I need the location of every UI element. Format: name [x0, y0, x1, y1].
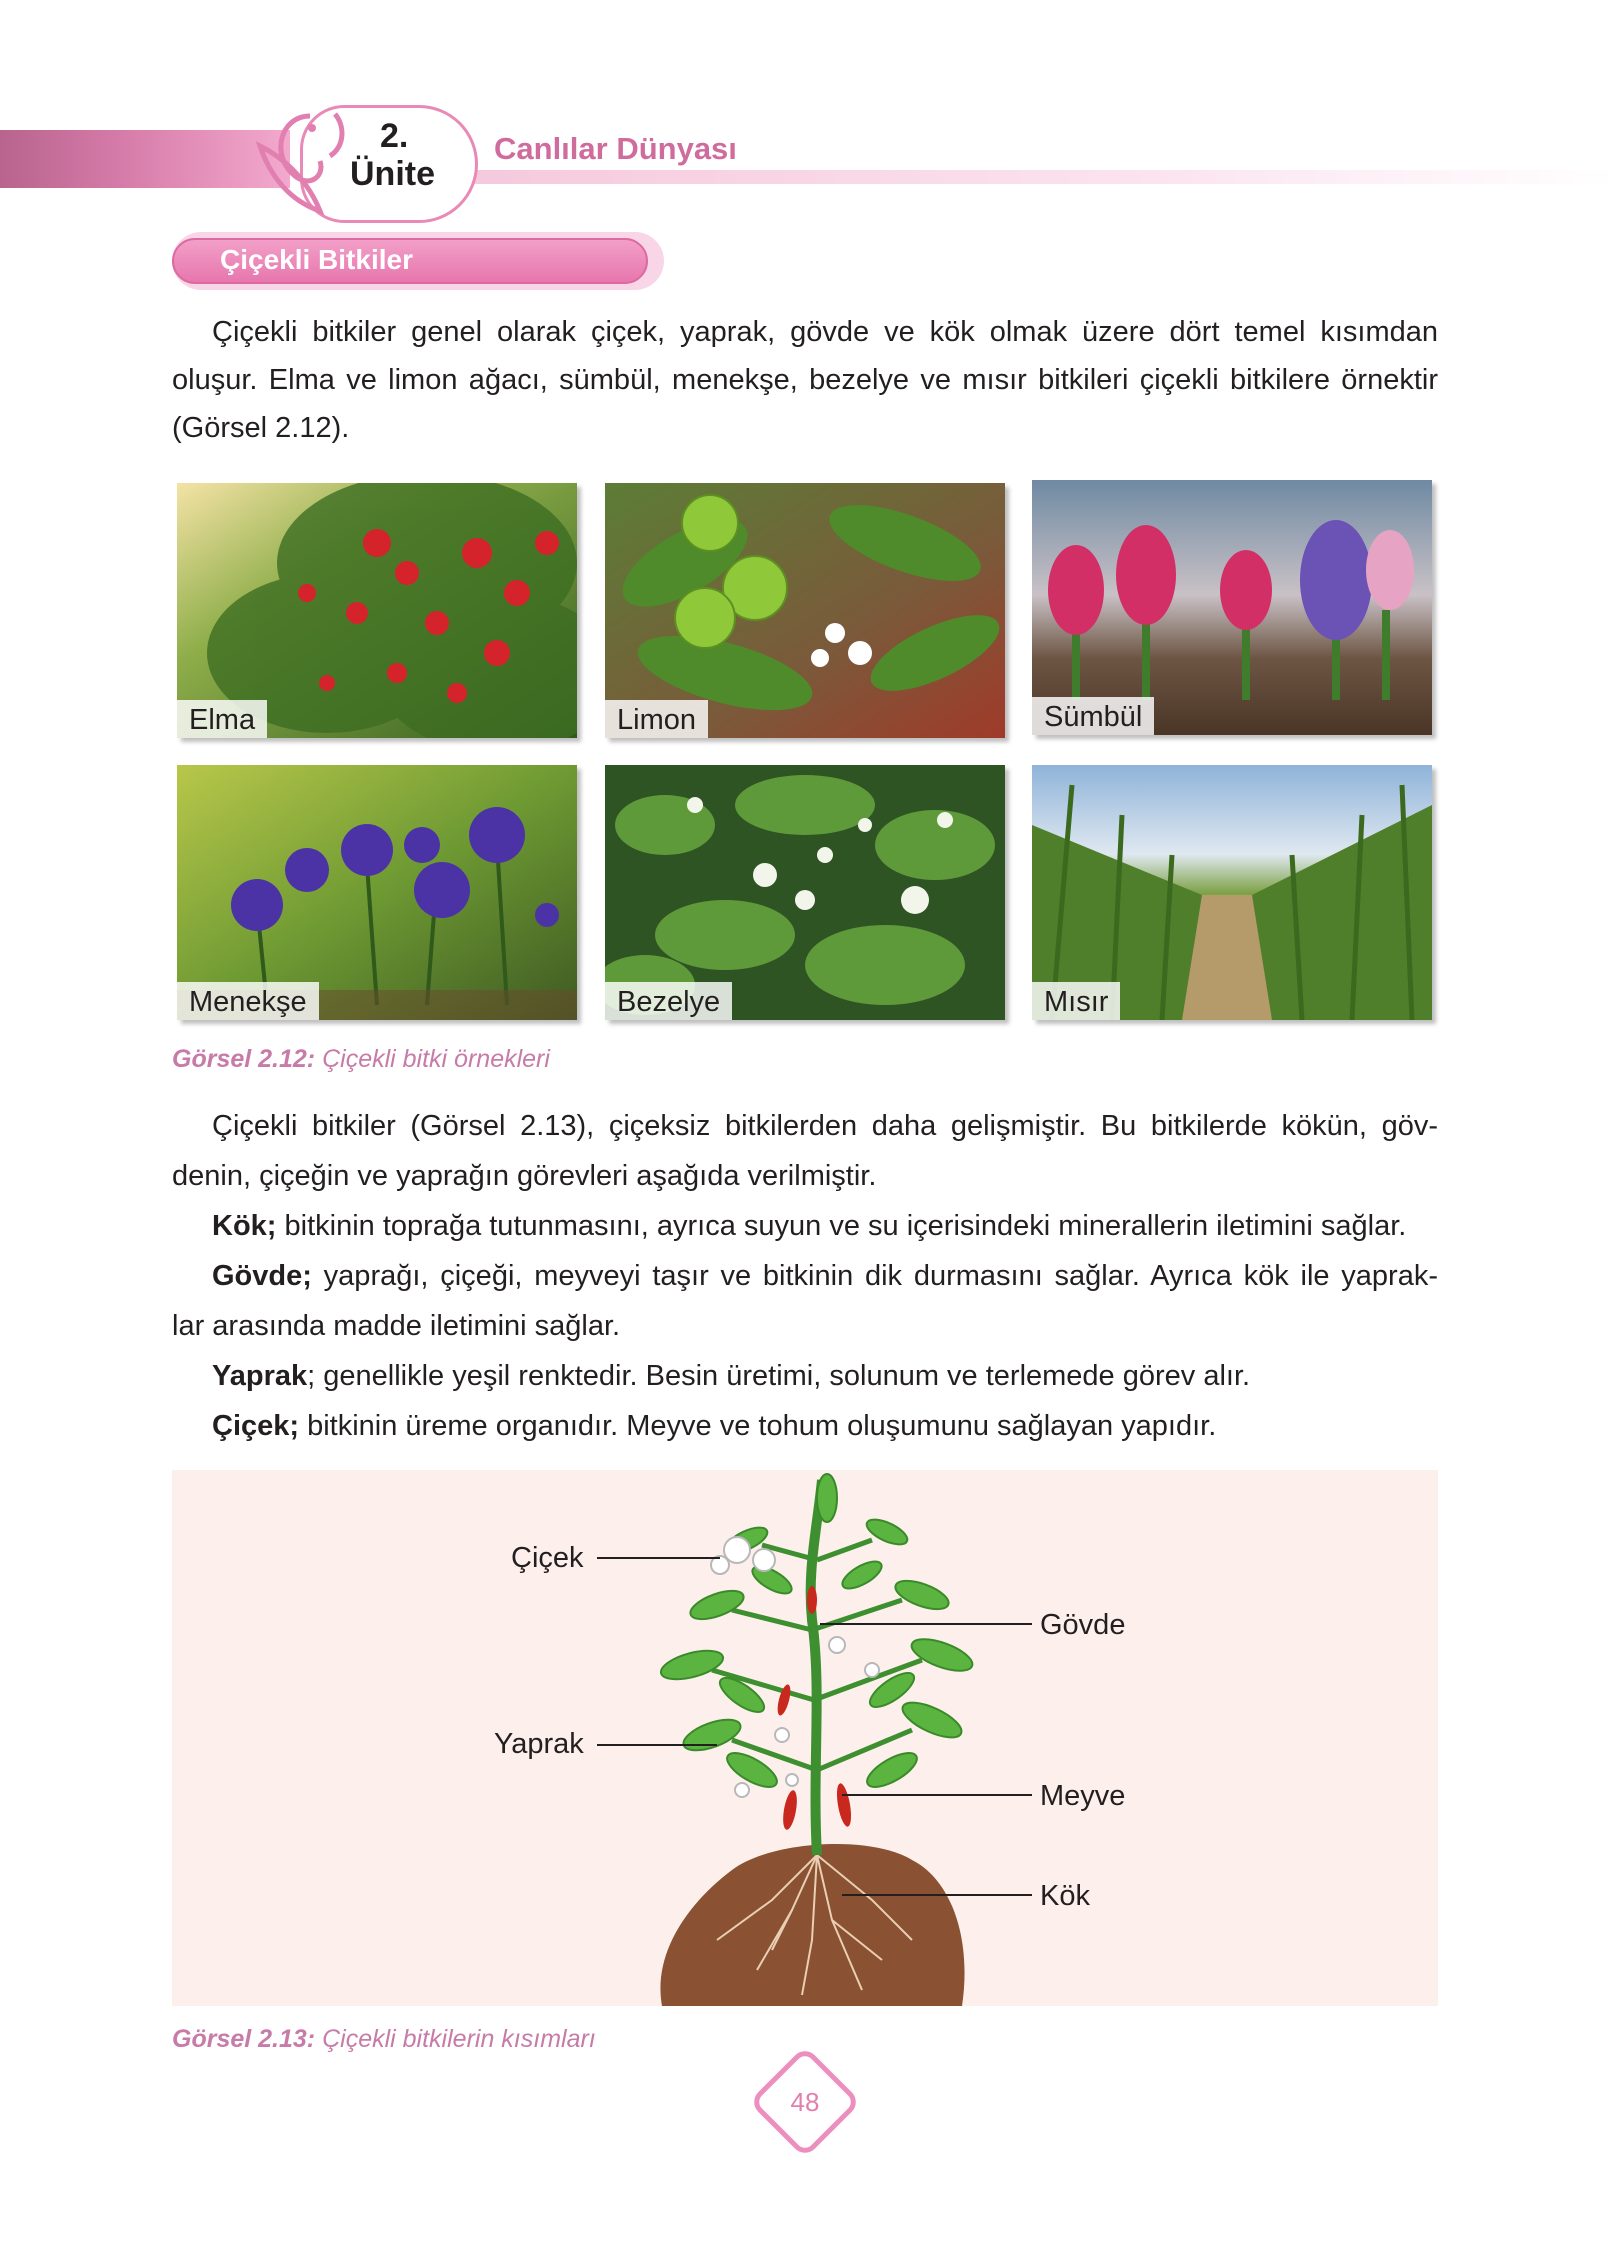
leaf-swirl-icon — [250, 106, 360, 218]
photo-label: Elma — [177, 700, 267, 738]
body-kok — [172, 1202, 1438, 1250]
intro-line-3: (Görsel 2.12). — [172, 412, 350, 444]
caption-number: Görsel 2.13: — [172, 2025, 316, 2053]
section-title: Çiçekli Bitkiler — [220, 244, 413, 275]
photo-label: Mısır — [1032, 982, 1120, 1020]
header-bar-right — [470, 170, 1615, 184]
stem — [811, 1480, 822, 1855]
term-cicek: Çiçek; — [212, 1410, 300, 1442]
intro-line-1: Çiçekli bitkiler genel olarak çiçek, yaprak, gövde ve kök olmak üzere dört temel kısımdan — [212, 316, 1438, 348]
caption-text: Çiçekli bitkilerin kısımları — [315, 2025, 596, 2053]
unit-title: Canlılar Dünyası — [494, 131, 737, 166]
diagram-label-yaprak: Yaprak — [494, 1728, 584, 1760]
photo-label: Sümbül — [1032, 697, 1154, 735]
text-yaprak: ; genellikle yeşil renktedir. Besin üretimi, solunum ve terlemede görev alır. — [307, 1360, 1251, 1392]
body-yaprak — [172, 1352, 1438, 1400]
diagram-label-meyve: Meyve — [1040, 1780, 1126, 1812]
text-kok: bitkinin toprağa tutunmasını, ayrıca suyun ve su içerisindeki minerallerin iletimini sağlar. — [276, 1210, 1407, 1242]
body-p1-line-2: denin, çiçeğin ve yaprağın görevleri aşağıda verilmiştir. — [172, 1160, 877, 1192]
intro-line-2: oluşur. Elma ve limon ağacı, sümbül, menekşe, bezelye ve mısır bitkileri çiçekli bitkilere örnektir — [172, 364, 1438, 396]
photo-menekse — [177, 765, 577, 1020]
term-govde: Gövde; — [212, 1260, 312, 1292]
unit-word: Ünite — [350, 155, 435, 193]
diagram-label-kok: Kök — [1040, 1880, 1090, 1912]
term-kok: Kök; — [212, 1210, 277, 1242]
text-cicek: bitkinin üreme organıdır. Meyve ve tohum oluşumunu sağlayan yapıdır. — [299, 1410, 1217, 1442]
photo-bezelye — [605, 765, 1005, 1020]
body-govde-line-2: lar arasında madde iletimini sağlar. — [172, 1310, 621, 1342]
diagram-label-cicek: Çiçek — [511, 1542, 584, 1574]
photo-limon — [605, 483, 1005, 738]
unit-number: 2. — [380, 117, 409, 155]
term-yaprak: Yaprak — [212, 1360, 308, 1392]
photo-label: Limon — [605, 700, 708, 738]
diagram-label-govde: Gövde — [1040, 1609, 1126, 1641]
body-cicek — [172, 1402, 1438, 1450]
header-bar-left — [0, 130, 290, 188]
photo-misir — [1032, 765, 1432, 1020]
page-number: 48 — [790, 2087, 820, 2117]
figure-caption-2-12 — [172, 1045, 550, 1074]
photo-label: Menekşe — [177, 982, 319, 1020]
body-p1-line-1: Çiçekli bitkiler (Görsel 2.13), çiçeksiz bitkilerden daha gelişmiştir. Bu bitkilerde kökün, göv- — [212, 1110, 1438, 1142]
photo-sumbul — [1032, 480, 1432, 735]
caption-text: Çiçekli bitki örnekleri — [315, 1045, 550, 1073]
photo-elma — [177, 483, 577, 738]
body-govde-line-1 — [172, 1252, 1438, 1300]
plant-diagram — [172, 1470, 1438, 2006]
figure-caption-2-13 — [172, 2025, 596, 2054]
photo-label: Bezelye — [605, 982, 732, 1020]
caption-number: Görsel 2.12: — [172, 1045, 316, 1073]
text-govde-1: yaprağı, çiçeği, meyveyi taşır ve bitkinin dik durmasını sağlar. Ayrıca kök ile yaprak- — [311, 1260, 1438, 1292]
